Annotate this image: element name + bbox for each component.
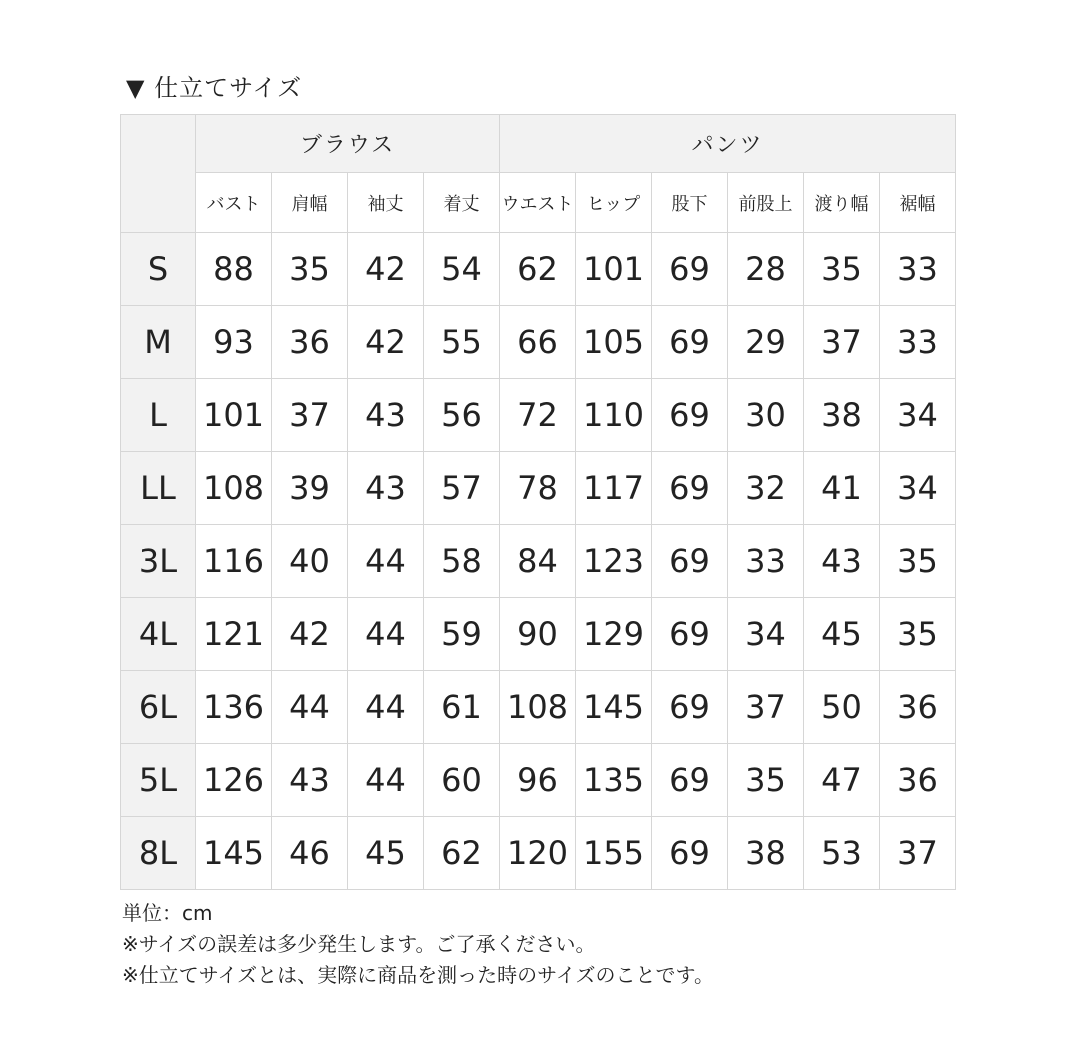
table-cell: 37 bbox=[272, 379, 348, 452]
table-cell: 54 bbox=[424, 233, 500, 306]
size-chart-table bbox=[120, 114, 956, 890]
table-cell: 38 bbox=[728, 817, 804, 890]
table-cell: 69 bbox=[652, 306, 728, 379]
column-header-row bbox=[121, 173, 956, 233]
table-cell: 53 bbox=[804, 817, 880, 890]
table-cell: 101 bbox=[576, 233, 652, 306]
table-cell: 37 bbox=[728, 671, 804, 744]
column-header: 袖丈 bbox=[348, 173, 424, 233]
unit-note: 単位：cm bbox=[122, 901, 213, 925]
table-cell: 84 bbox=[500, 525, 576, 598]
table-cell: 30 bbox=[728, 379, 804, 452]
size-label: 8L bbox=[121, 817, 196, 890]
table-cell: 60 bbox=[424, 744, 500, 817]
table-cell: 33 bbox=[728, 525, 804, 598]
table-cell: 33 bbox=[880, 233, 956, 306]
table-cell: 37 bbox=[880, 817, 956, 890]
table-cell: 43 bbox=[348, 379, 424, 452]
size-label: S bbox=[121, 233, 196, 306]
table-cell: 44 bbox=[272, 671, 348, 744]
table-cell: 34 bbox=[880, 379, 956, 452]
table-cell: 43 bbox=[272, 744, 348, 817]
table-cell: 88 bbox=[196, 233, 272, 306]
table-row bbox=[121, 598, 956, 671]
table-cell: 36 bbox=[272, 306, 348, 379]
table-cell: 38 bbox=[804, 379, 880, 452]
table-cell: 35 bbox=[272, 233, 348, 306]
table-cell: 90 bbox=[500, 598, 576, 671]
size-label: 6L bbox=[121, 671, 196, 744]
table-cell: 34 bbox=[880, 452, 956, 525]
group-header-blouse: ブラウス bbox=[196, 115, 500, 173]
table-cell: 121 bbox=[196, 598, 272, 671]
group-header-pants: パンツ bbox=[500, 115, 956, 173]
table-cell: 108 bbox=[196, 452, 272, 525]
table-cell: 28 bbox=[728, 233, 804, 306]
table-cell: 44 bbox=[348, 671, 424, 744]
table-cell: 117 bbox=[576, 452, 652, 525]
size-label: LL bbox=[121, 452, 196, 525]
table-cell: 129 bbox=[576, 598, 652, 671]
table-cell: 29 bbox=[728, 306, 804, 379]
column-header: 渡り幅 bbox=[804, 173, 880, 233]
size-label: 4L bbox=[121, 598, 196, 671]
table-cell: 116 bbox=[196, 525, 272, 598]
table-cell: 66 bbox=[500, 306, 576, 379]
table-cell: 69 bbox=[652, 452, 728, 525]
tolerance-note: ※サイズの誤差は多少発生します。ご了承ください。 bbox=[122, 932, 596, 956]
table-cell: 34 bbox=[728, 598, 804, 671]
table-header bbox=[121, 115, 956, 233]
table-cell: 69 bbox=[652, 817, 728, 890]
table-cell: 41 bbox=[804, 452, 880, 525]
table-cell: 69 bbox=[652, 379, 728, 452]
size-label: M bbox=[121, 306, 196, 379]
column-header: ヒップ bbox=[576, 173, 652, 233]
table-cell: 61 bbox=[424, 671, 500, 744]
table-cell: 96 bbox=[500, 744, 576, 817]
section-title: ▼ 仕立てサイズ bbox=[126, 74, 303, 102]
table-cell: 42 bbox=[272, 598, 348, 671]
table-cell: 105 bbox=[576, 306, 652, 379]
table-cell: 145 bbox=[576, 671, 652, 744]
table-cell: 55 bbox=[424, 306, 500, 379]
size-label: L bbox=[121, 379, 196, 452]
table-cell: 69 bbox=[652, 233, 728, 306]
table-body bbox=[121, 233, 956, 890]
table-cell: 47 bbox=[804, 744, 880, 817]
table-cell: 46 bbox=[272, 817, 348, 890]
column-header: 着丈 bbox=[424, 173, 500, 233]
table-cell: 36 bbox=[880, 671, 956, 744]
column-header: 股下 bbox=[652, 173, 728, 233]
table-row bbox=[121, 379, 956, 452]
table-cell: 101 bbox=[196, 379, 272, 452]
table-cell: 62 bbox=[424, 817, 500, 890]
table-cell: 155 bbox=[576, 817, 652, 890]
table-cell: 135 bbox=[576, 744, 652, 817]
table-cell: 37 bbox=[804, 306, 880, 379]
table-cell: 45 bbox=[348, 817, 424, 890]
table-cell: 123 bbox=[576, 525, 652, 598]
table-cell: 57 bbox=[424, 452, 500, 525]
column-header: ウエスト bbox=[500, 173, 576, 233]
table-cell: 33 bbox=[880, 306, 956, 379]
corner-cell bbox=[121, 115, 196, 233]
table-cell: 126 bbox=[196, 744, 272, 817]
table-cell: 69 bbox=[652, 744, 728, 817]
table-cell: 32 bbox=[728, 452, 804, 525]
table-cell: 120 bbox=[500, 817, 576, 890]
table-row bbox=[121, 817, 956, 890]
table-cell: 50 bbox=[804, 671, 880, 744]
table-cell: 43 bbox=[348, 452, 424, 525]
table-cell: 56 bbox=[424, 379, 500, 452]
table-cell: 39 bbox=[272, 452, 348, 525]
table-cell: 36 bbox=[880, 744, 956, 817]
table-cell: 35 bbox=[728, 744, 804, 817]
table-cell: 69 bbox=[652, 598, 728, 671]
table-cell: 44 bbox=[348, 598, 424, 671]
table-cell: 43 bbox=[804, 525, 880, 598]
table-cell: 42 bbox=[348, 306, 424, 379]
table-cell: 45 bbox=[804, 598, 880, 671]
notes bbox=[122, 898, 714, 991]
table-cell: 110 bbox=[576, 379, 652, 452]
table-cell: 58 bbox=[424, 525, 500, 598]
column-header: バスト bbox=[196, 173, 272, 233]
column-header: 肩幅 bbox=[272, 173, 348, 233]
table-cell: 35 bbox=[880, 598, 956, 671]
table-cell: 35 bbox=[880, 525, 956, 598]
table-cell: 69 bbox=[652, 671, 728, 744]
table-row bbox=[121, 671, 956, 744]
size-label: 5L bbox=[121, 744, 196, 817]
table-row bbox=[121, 744, 956, 817]
column-header: 前股上 bbox=[728, 173, 804, 233]
table-cell: 136 bbox=[196, 671, 272, 744]
table-cell: 40 bbox=[272, 525, 348, 598]
table-row bbox=[121, 525, 956, 598]
column-header: 裾幅 bbox=[880, 173, 956, 233]
table-cell: 44 bbox=[348, 525, 424, 598]
table-cell: 108 bbox=[500, 671, 576, 744]
table-row bbox=[121, 452, 956, 525]
table-row bbox=[121, 306, 956, 379]
measurement-note: ※仕立てサイズとは、実際に商品を測った時のサイズのことです。 bbox=[122, 963, 714, 987]
table-cell: 44 bbox=[348, 744, 424, 817]
table-cell: 59 bbox=[424, 598, 500, 671]
table-cell: 78 bbox=[500, 452, 576, 525]
size-label: 3L bbox=[121, 525, 196, 598]
table-cell: 35 bbox=[804, 233, 880, 306]
table-cell: 145 bbox=[196, 817, 272, 890]
table-row bbox=[121, 233, 956, 306]
table-cell: 62 bbox=[500, 233, 576, 306]
table-cell: 69 bbox=[652, 525, 728, 598]
table-cell: 72 bbox=[500, 379, 576, 452]
table-cell: 42 bbox=[348, 233, 424, 306]
table-cell: 93 bbox=[196, 306, 272, 379]
